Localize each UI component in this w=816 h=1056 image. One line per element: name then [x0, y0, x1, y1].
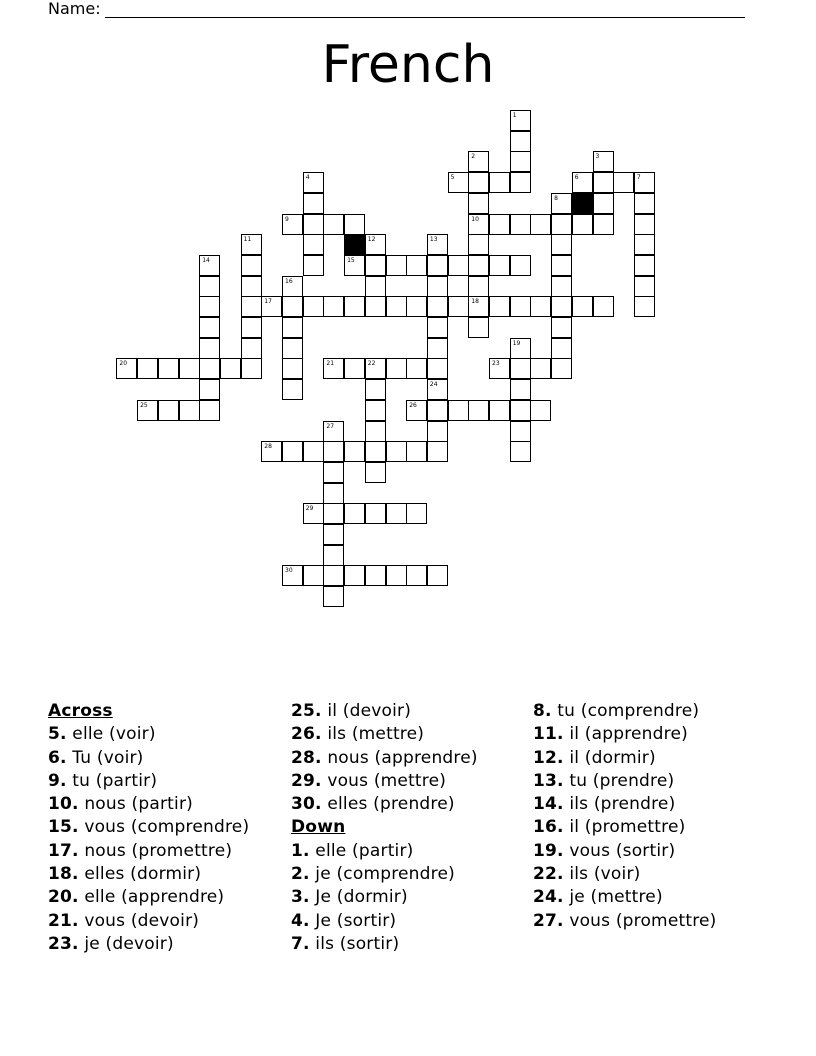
grid-cell[interactable] [261, 441, 282, 462]
name-blank [105, 3, 745, 18]
clue-across: 25. il (devoir) [291, 701, 412, 721]
grid-cell[interactable] [323, 441, 344, 462]
grid-cell[interactable] [489, 172, 510, 193]
grid-cell[interactable] [241, 317, 262, 338]
grid-cell[interactable] [137, 400, 158, 421]
clue-across: 10. nous (partir) [48, 794, 193, 815]
clue-number: 22 [367, 360, 376, 368]
grid-cell[interactable] [468, 172, 489, 193]
grid-cell[interactable] [572, 296, 593, 317]
block-cell [572, 193, 593, 214]
grid-cell[interactable] [282, 565, 303, 586]
grid-cell[interactable] [365, 400, 386, 421]
clue-number: 21 [326, 360, 335, 368]
clue-number: 26 [409, 401, 417, 409]
grid-cell[interactable] [427, 234, 448, 255]
grid-cell[interactable] [344, 358, 365, 379]
grid-cell[interactable] [406, 296, 427, 317]
grid-cell[interactable] [468, 193, 489, 214]
grid-cell[interactable] [530, 400, 551, 421]
grid-cell[interactable] [241, 296, 262, 317]
grid-cell[interactable] [510, 358, 531, 379]
grid-cell[interactable] [427, 317, 448, 338]
grid-cell[interactable] [510, 421, 531, 442]
grid-cell[interactable] [427, 400, 448, 421]
clue-number: 1 [512, 112, 517, 119]
clue-number: 5 [450, 174, 455, 182]
grid-cell[interactable] [365, 565, 386, 586]
grid-cell[interactable] [510, 379, 531, 400]
clue-across: 26. ils (mettre) [291, 724, 425, 745]
grid-cell[interactable] [406, 503, 427, 524]
clue-across: 5. elle (voir) [48, 724, 156, 745]
clue-down: 27. vous (promettre) [533, 910, 717, 931]
grid-cell[interactable] [572, 172, 593, 193]
grid-cell[interactable] [427, 338, 448, 359]
grid-cell[interactable] [634, 193, 655, 214]
grid-cell[interactable] [593, 193, 614, 214]
grid-cell[interactable] [344, 255, 365, 276]
grid-cell[interactable] [220, 358, 241, 379]
clue-down: 1. elle (partir) [291, 840, 414, 861]
grid-cell[interactable] [282, 338, 303, 359]
grid-cell[interactable] [551, 193, 572, 214]
clue-number: 24 [429, 381, 438, 389]
grid-cell[interactable] [323, 586, 344, 607]
grid-cell[interactable] [137, 358, 158, 379]
grid-cell[interactable] [179, 400, 200, 421]
grid-cell[interactable] [427, 379, 448, 400]
grid-cell[interactable] [365, 276, 386, 297]
grid-cell[interactable] [199, 338, 220, 359]
grid-cell[interactable] [427, 296, 448, 317]
grid-cell[interactable] [468, 151, 489, 172]
grid-cell[interactable] [427, 276, 448, 297]
clue-down: 13. tu (prendre) [533, 770, 675, 791]
grid-cell[interactable] [551, 338, 572, 359]
clue-number: 14 [202, 256, 210, 264]
grid-cell[interactable] [199, 276, 220, 297]
down-heading: Down [291, 817, 346, 838]
grid-cell[interactable] [365, 441, 386, 462]
clue-number: 8 [554, 194, 558, 202]
grid-cell[interactable] [199, 317, 220, 338]
grid-cell[interactable] [365, 296, 386, 317]
grid-cell[interactable] [593, 296, 614, 317]
grid-cell[interactable] [510, 441, 531, 462]
grid-cell[interactable] [365, 234, 386, 255]
grid-cell[interactable] [386, 296, 407, 317]
grid-cell[interactable] [510, 255, 531, 276]
clue-across: 28. nous (apprendre) [291, 747, 478, 768]
clue-down: 19. vous (sortir) [533, 840, 676, 861]
grid-cell[interactable] [613, 172, 634, 193]
grid-cell[interactable] [323, 421, 344, 442]
grid-cell[interactable] [427, 441, 448, 462]
grid-cell[interactable] [510, 214, 531, 235]
grid-cell[interactable] [241, 358, 262, 379]
grid-cell[interactable] [323, 503, 344, 524]
grid-cell[interactable] [199, 400, 220, 421]
grid-cell[interactable] [634, 296, 655, 317]
grid-cell[interactable] [365, 503, 386, 524]
grid-cell[interactable] [199, 379, 220, 400]
grid-cell[interactable] [386, 503, 407, 524]
grid-cell[interactable] [241, 276, 262, 297]
grid-cell[interactable] [282, 358, 303, 379]
grid-cell[interactable] [303, 172, 324, 193]
grid-cell[interactable] [551, 214, 572, 235]
grid-cell[interactable] [593, 214, 614, 235]
grid-cell[interactable] [448, 296, 469, 317]
clue-number: 11 [243, 236, 252, 244]
grid-cell[interactable] [468, 400, 489, 421]
name-label: Name: [48, 0, 101, 18]
clue-number: 3 [595, 153, 600, 161]
grid-cell[interactable] [344, 296, 365, 317]
grid-cell[interactable] [634, 234, 655, 255]
clue-down: 14. ils (prendre) [533, 794, 676, 815]
clue-down: 16. il (promettre) [533, 817, 686, 838]
grid-cell[interactable] [634, 214, 655, 235]
grid-cell[interactable] [199, 358, 220, 379]
grid-cell[interactable] [468, 234, 489, 255]
grid-cell[interactable] [323, 565, 344, 586]
grid-cell[interactable] [116, 358, 137, 379]
grid-cell[interactable] [427, 421, 448, 442]
clue-down: 8. tu (comprendre) [533, 701, 700, 721]
grid-cell[interactable] [427, 358, 448, 379]
grid-cell[interactable] [530, 358, 551, 379]
grid-cell[interactable] [593, 151, 614, 172]
clue-number: 17 [264, 298, 272, 306]
grid-cell[interactable] [468, 276, 489, 297]
grid-cell[interactable] [199, 296, 220, 317]
clue-column-1 [48, 700, 249, 956]
grid-cell[interactable] [365, 358, 386, 379]
grid-cell[interactable] [406, 565, 427, 586]
grid-cell[interactable] [634, 255, 655, 276]
grid-cell[interactable] [551, 317, 572, 338]
grid-cell[interactable] [530, 214, 551, 235]
clue-down: 12. il (dormir) [533, 747, 656, 768]
clue-number: 9 [285, 215, 289, 223]
grid-cell[interactable] [427, 565, 448, 586]
clue-number: 30 [285, 567, 293, 575]
grid-cell[interactable] [179, 358, 200, 379]
grid-cell[interactable] [489, 400, 510, 421]
grid-cell[interactable] [282, 276, 303, 297]
grid-cell[interactable] [323, 214, 344, 235]
grid-cell[interactable] [406, 400, 427, 421]
grid-cell[interactable] [365, 462, 386, 483]
clue-number: 29 [305, 505, 314, 513]
grid-cell[interactable] [261, 296, 282, 317]
clue-number: 27 [326, 422, 335, 430]
grid-cell[interactable] [344, 441, 365, 462]
grid-cell[interactable] [510, 110, 531, 131]
grid-cell[interactable] [386, 358, 407, 379]
clue-across: 29. vous (mettre) [291, 770, 447, 791]
grid-cell[interactable] [303, 503, 324, 524]
grid-cell[interactable] [365, 255, 386, 276]
grid-cell[interactable] [406, 441, 427, 462]
clue-number: 6 [574, 174, 579, 182]
clue-number: 4 [305, 174, 310, 182]
grid-cell[interactable] [468, 317, 489, 338]
clue-across: 15. vous (comprendre) [48, 817, 250, 838]
grid-cell[interactable] [344, 503, 365, 524]
grid-cell[interactable] [323, 296, 344, 317]
grid-cell[interactable] [634, 172, 655, 193]
across-heading: Across [48, 701, 113, 721]
clue-number: 15 [347, 256, 355, 264]
clue-number: 20 [119, 360, 128, 368]
grid-cell[interactable] [241, 338, 262, 359]
grid-cell[interactable] [510, 296, 531, 317]
name-line [48, 0, 745, 18]
grid-cell[interactable] [468, 255, 489, 276]
grid-cell[interactable] [468, 296, 489, 317]
clue-number: 18 [471, 298, 479, 306]
clue-number: 25 [140, 401, 148, 409]
grid-cell[interactable] [448, 400, 469, 421]
clue-column-2 [291, 700, 478, 956]
grid-cell[interactable] [510, 131, 531, 152]
grid-cell[interactable] [489, 255, 510, 276]
clue-number: 13 [429, 236, 438, 244]
clue-across: 20. elle (apprendre) [48, 887, 225, 908]
clue-number: 23 [492, 360, 500, 368]
grid-cell[interactable] [510, 338, 531, 359]
grid-cell[interactable] [323, 462, 344, 483]
grid-cell[interactable] [365, 379, 386, 400]
clue-number: 2 [471, 153, 476, 161]
clue-number: 16 [285, 277, 293, 285]
grid-cell[interactable] [323, 524, 344, 545]
grid-cell[interactable] [158, 400, 179, 421]
grid-cell[interactable] [344, 565, 365, 586]
grid-cell[interactable] [303, 214, 324, 235]
grid-cell[interactable] [572, 214, 593, 235]
grid-cell[interactable] [282, 317, 303, 338]
clue-across: 21. vous (devoir) [48, 910, 200, 931]
clue-number: 10 [471, 215, 479, 223]
grid-cell[interactable] [489, 358, 510, 379]
grid-cell[interactable] [448, 172, 469, 193]
clue-number: 12 [367, 236, 376, 244]
grid-cell[interactable] [448, 255, 469, 276]
clue-down: 24. je (mettre) [533, 887, 663, 908]
grid-cell[interactable] [489, 296, 510, 317]
clue-across: 6. Tu (voir) [48, 747, 144, 768]
grid-cell[interactable] [199, 255, 220, 276]
grid-cell[interactable] [551, 296, 572, 317]
grid-cell[interactable] [406, 255, 427, 276]
grid-cell[interactable] [303, 296, 324, 317]
clue-across: 30. elles (prendre) [291, 794, 455, 815]
grid-cell[interactable] [489, 214, 510, 235]
grid-cell[interactable] [282, 441, 303, 462]
clue-down: 7. ils (sortir) [291, 933, 400, 954]
grid-cell[interactable] [634, 276, 655, 297]
grid-cell[interactable] [282, 296, 303, 317]
grid-cell[interactable] [510, 151, 531, 172]
clue-number: 28 [264, 443, 272, 451]
clue-across: 18. elles (dormir) [48, 864, 202, 885]
grid-cell[interactable] [282, 379, 303, 400]
clue-number: 7 [636, 174, 641, 182]
clue-across: 17. nous (promettre) [48, 840, 233, 861]
grid-cell[interactable] [303, 234, 324, 255]
grid-cell[interactable] [386, 255, 407, 276]
grid-cell[interactable] [530, 296, 551, 317]
grid-cell[interactable] [510, 172, 531, 193]
clue-down: 22. ils (voir) [533, 864, 641, 885]
clue-down: 4. Je (sortir) [291, 910, 397, 931]
clue-down: 3. Je (dormir) [291, 887, 408, 908]
grid-cell[interactable] [468, 214, 489, 235]
clue-across: 9. tu (partir) [48, 770, 158, 791]
grid-cell[interactable] [344, 214, 365, 235]
grid-cell[interactable] [303, 255, 324, 276]
grid-cell[interactable] [386, 441, 407, 462]
grid-cell[interactable] [241, 255, 262, 276]
grid-cell[interactable] [551, 234, 572, 255]
page-title: French [321, 35, 495, 95]
clue-down: 2. je (comprendre) [291, 864, 455, 885]
grid-cell[interactable] [365, 421, 386, 442]
clue-across: 23. je (devoir) [48, 933, 174, 954]
grid-cell[interactable] [303, 193, 324, 214]
grid-cell[interactable] [510, 400, 531, 421]
block-cell [344, 234, 365, 255]
grid-cell[interactable] [386, 565, 407, 586]
grid-cell[interactable] [303, 565, 324, 586]
clue-column-3 [533, 700, 717, 933]
grid-cell[interactable] [551, 276, 572, 297]
clue-down: 11. il (apprendre) [533, 724, 688, 745]
grid-cell[interactable] [427, 255, 448, 276]
grid-cell[interactable] [323, 483, 344, 504]
grid-cell[interactable] [406, 358, 427, 379]
grid-cell[interactable] [303, 441, 324, 462]
grid-cell[interactable] [241, 234, 262, 255]
grid-cell[interactable] [158, 358, 179, 379]
grid-cell[interactable] [323, 358, 344, 379]
grid-cell[interactable] [593, 172, 614, 193]
grid-cell[interactable] [282, 214, 303, 235]
clue-number: 19 [512, 339, 521, 347]
grid-cell[interactable] [551, 255, 572, 276]
grid-cell[interactable] [323, 545, 344, 566]
grid-cell[interactable] [551, 358, 572, 379]
